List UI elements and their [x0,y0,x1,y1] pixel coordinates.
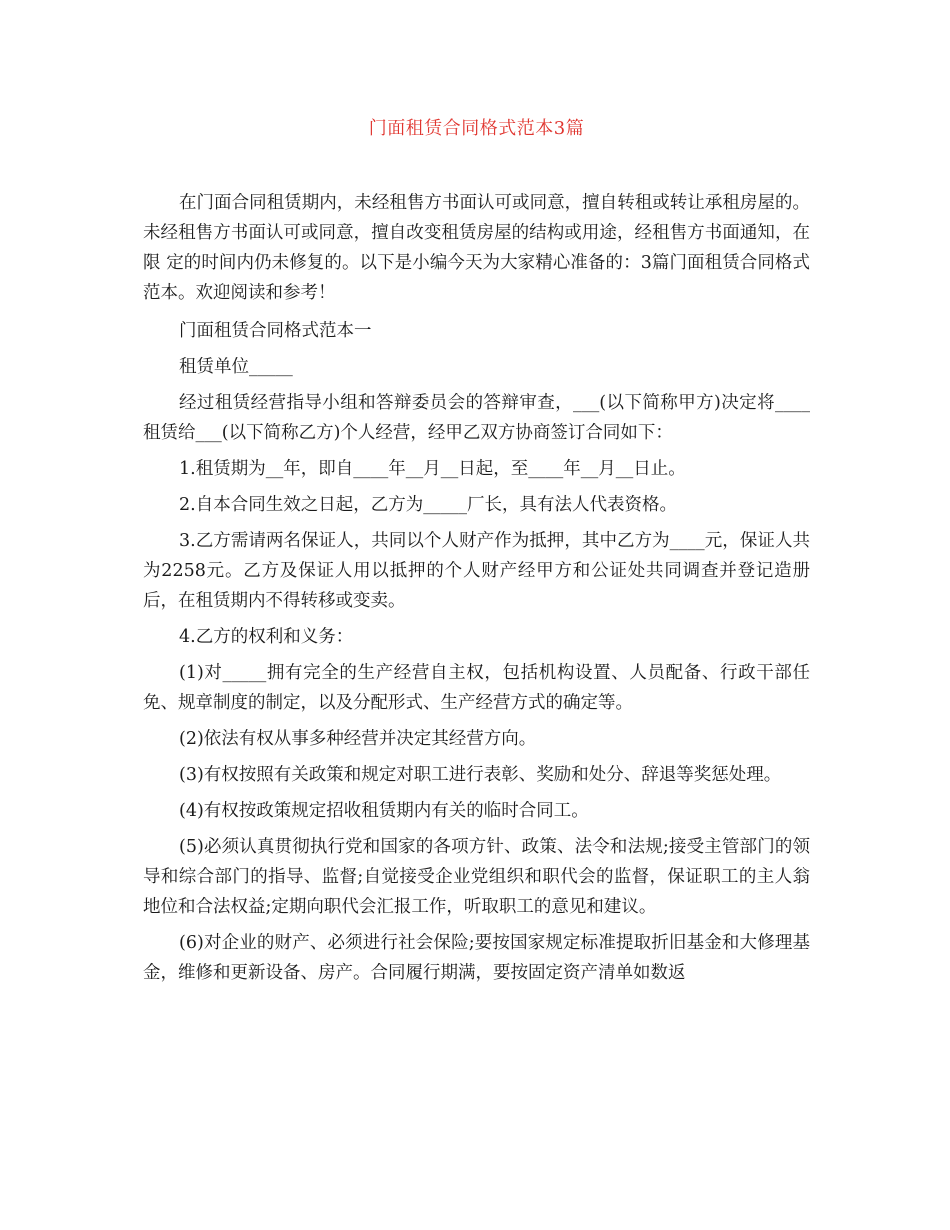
clause-4-item-1: (1)对_____拥有完全的生产经营自主权，包括机构设置、人员配备、行政干部任免、规章制度的制定，以及分配形式、生产经营方式的确定等。 [143,663,810,713]
document-title: 门面租赁合同格式范本3篇 [368,118,585,139]
clause-4-item-6: (6)对企业的财产、必须进行社会保险;要按国家规定标准提取折旧基金和大修理基金，维修和更新设备、房产。合同履行期满，要按固定资产清单如数返 [143,933,810,983]
intro-paragraph: 在门面合同租赁期内，未经租售方书面认可或同意，擅自转租或转让承租房屋的。未经租售方书面认可或同意，擅自改变租赁房屋的结构或用途，经租售方书面通知，在限 定的时间内仍未修复的。以下是小编今天为大家精心准备的：3篇门面租赁合同格式范本。欢迎阅读和参考！ [143,193,810,303]
contract-preamble: 经过租赁经营指导小组和答辩委员会的答辩审查，___(以下简称甲方)决定将____租赁给___(以下简称乙方)个人经营，经甲乙双方协商签订合同如下： [143,393,810,443]
clause-1: 1.租赁期为__年，即自____年__月__日起，至____年__月__日止。 [179,459,686,479]
clause-4-item-2: (2)依法有权从事多种经营并决定其经营方向。 [179,729,537,749]
section-heading: 门面租赁合同格式范本一 [179,321,372,341]
clause-4-item-5: (5)必须认真贯彻执行党和国家的各项方针、政策、法令和法规;接受主管部门的领导和综合部门的指导、监督;自觉接受企业党组织和职代会的监督，保证职工的主人翁地位和合法权益;定期向职代会汇报工作，听取职工的意见和建议。 [143,837,810,917]
clause-2: 2.自本合同生效之日起，乙方为_____厂长，具有法人代表资格。 [179,495,677,515]
clause-3: 3.乙方需请两名保证人，共同以个人财产作为抵押，其中乙方为____元，保证人共为2258元。乙方及保证人用以抵押的个人财产经甲方和公证处共同调查并登记造册后，在租赁期内不得转移或变卖。 [143,531,810,611]
clause-4-item-4: (4)有权按政策规定招收租赁期内有关的临时合同工。 [179,801,589,821]
clause-4: 4.乙方的权利和义务： [179,627,354,647]
lessor-unit-line: 租赁单位_____ [179,357,293,377]
clause-4-item-3: (3)有权按照有关政策和规定对职工进行表彰、奖励和处分、辞退等奖惩处理。 [179,765,782,785]
